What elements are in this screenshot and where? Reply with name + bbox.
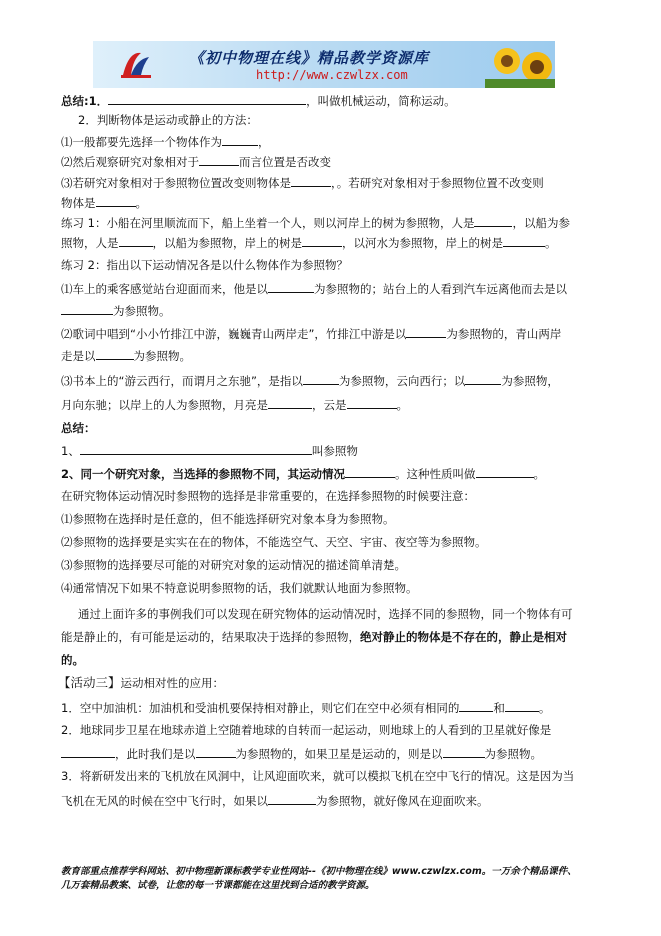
text-line: 1、 叫参照物 bbox=[61, 444, 358, 458]
text-line: 为参照物。 bbox=[61, 302, 171, 319]
site-logo-icon bbox=[119, 47, 153, 81]
text-line: 月向东驰；以岸上的人为参照物，月亮是 ，云是 。 bbox=[61, 398, 408, 412]
footer-line-1: 教育部重点推荐学科网站、初中物理新课标教学专业性网站--《初中物理在线》www.czwlzx.com。一万余个精品课件、 bbox=[61, 866, 577, 877]
text-line: ⑴车上的乘客感觉站台迎面而来，他是以 为参照物的；站台上的人看到汽车远离他而去是以 bbox=[61, 282, 567, 296]
text-line: ⑵然后观察研究对象相对于 而言位置是否改变 bbox=[61, 155, 331, 169]
banner-title: 《初中物理在线》精品教学资源库 bbox=[189, 49, 430, 67]
section-heading: 【活动三】运动相对性的应用： bbox=[58, 675, 225, 690]
text-line: 练习 1：小船在河里顺流而下，船上坐着一个人，则以河岸上的树为参照物，人是 ，以船为参 bbox=[61, 216, 570, 230]
sunflower-icon bbox=[485, 41, 555, 88]
text-line: 走是以 为参照物。 bbox=[61, 349, 191, 363]
text-line: 飞机在无风的时候在空中飞行时，如果以 为参照物，就好像风在迎面吹来。 bbox=[61, 794, 489, 808]
text-line: 照物，人是 ，以船为参照物，岸上的树是 ，以河水为参照物，岸上的树是 。 bbox=[61, 236, 557, 250]
text-line: 2．判断物体是运动或静止的方法： bbox=[78, 113, 258, 127]
text-line: 1．空中加油机：加油机和受油机要保持相对静止，则它们在空中必须有相同的 和 。 bbox=[61, 701, 551, 715]
text-line: ⑶若研究对象相对于参照物位置改变则物体是 ，。若研究对象相对于参照物位置不改变则 bbox=[61, 176, 544, 190]
text-line: ，此时我们是以 为参照物的，如果卫星是运动的，则是以 为参照物。 bbox=[61, 745, 542, 762]
text-line: 能是静止的，有可能是运动的，结果取决于选择的参照物，绝对静止的物体是不存在的，静止是相对 bbox=[61, 630, 567, 644]
text-line: ⑵参照物的选择要是实实在在的物体，不能选空气、天空、宇宙、夜空等为参照物。 bbox=[61, 535, 487, 549]
banner-url: http://www.czwlzx.com bbox=[256, 68, 408, 82]
text-line: ⑵歌词中唱到“小小竹排江中游，巍巍青山两岸走”，竹排江中游是以 为参照物的，青山两岸 bbox=[61, 327, 562, 341]
footer-line-2: 几万套精品教案、试卷，让您的每一节课都能在这里找到合适的教学资源。 bbox=[61, 880, 375, 891]
text-line: 总结： bbox=[61, 421, 96, 435]
text-line: ⑶参照物的选择要尽可能的对研究对象的运动情况的描述简单清楚。 bbox=[61, 558, 406, 572]
text-line: ⑴一般都要先选择一个物体作为 ， bbox=[61, 135, 270, 149]
text-line: 的。 bbox=[61, 653, 84, 667]
text-line: 2．地球同步卫星在地球赤道上空随着地球的自转而一起运动，则地球上的人看到的卫星就好像是 bbox=[61, 723, 552, 737]
text-line: ⑷通常情况下如果不特意说明参照物的话，我们就默认地面为参照物。 bbox=[61, 581, 418, 595]
header-banner bbox=[93, 41, 555, 88]
text-line: 通过上面许多的事例我们可以发现在研究物体的运动情况时，选择不同的参照物，同一个物体有可 bbox=[78, 607, 573, 621]
text-line: 2、同一个研究对象，当选择的参照物不同，其运动情况 。这种性质叫做 。 bbox=[61, 467, 545, 481]
text-line: 在研究物体运动情况时参照物的选择是非常重要的，在选择参照物的时候要注意： bbox=[61, 489, 475, 503]
text-line: 练习 2：指出以下运动情况各是以什么物体作为参照物？ bbox=[61, 258, 348, 272]
text-line: ⑴参照物在选择时是任意的，但不能选择研究对象本身为参照物。 bbox=[61, 512, 395, 526]
text-line: 3．将新研发出来的飞机放在风洞中，让风迎面吹来，就可以模拟飞机在空中飞行的情况。这是因为当 bbox=[61, 769, 575, 783]
text-line: 总结:1． ，叫做机械运动，简称运动。 bbox=[61, 94, 456, 108]
text-line: ⑶书本上的“游云西行，而谓月之东驰”，是指以 为参照物，云向西行；以 为参照物， bbox=[61, 374, 559, 388]
text-line: 物体是 。 bbox=[61, 196, 147, 210]
